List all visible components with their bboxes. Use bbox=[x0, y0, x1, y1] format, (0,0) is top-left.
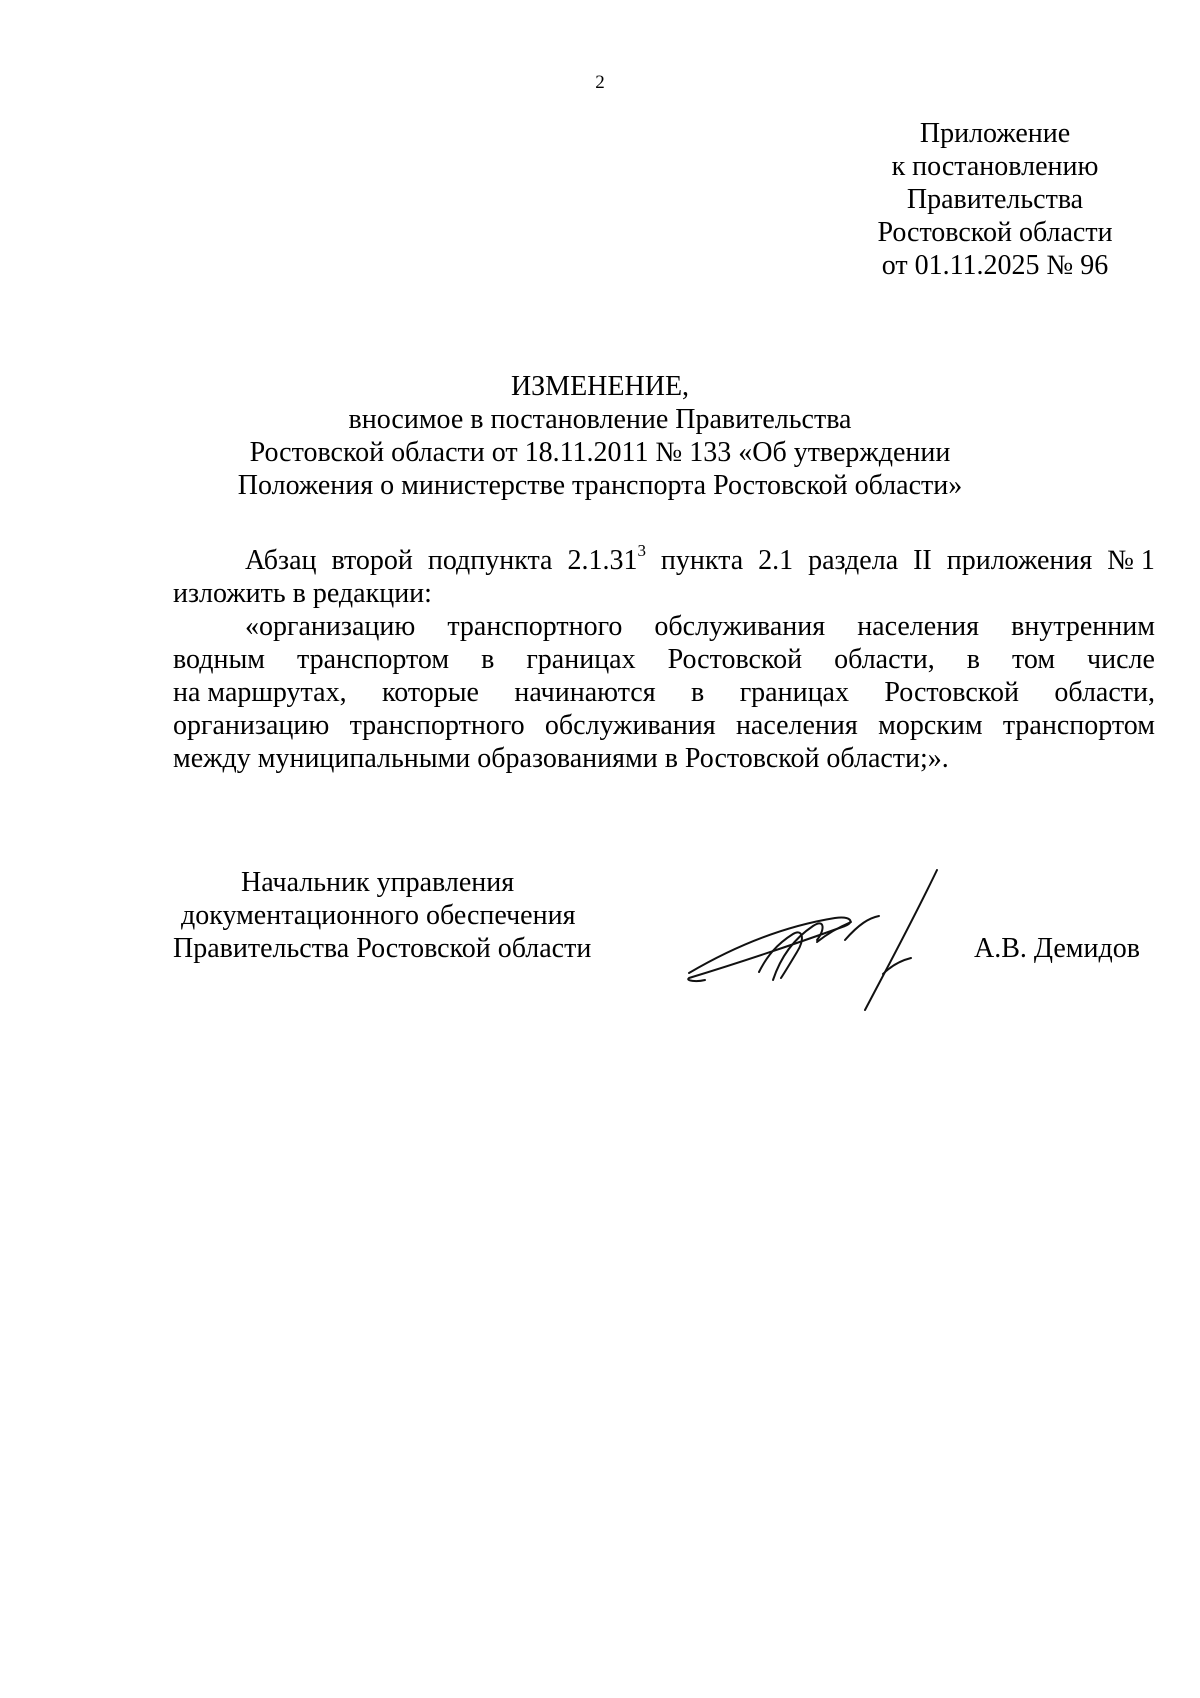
page-number: 2 bbox=[595, 72, 605, 93]
word: Ростовской bbox=[667, 644, 803, 675]
word: в bbox=[481, 644, 495, 675]
line-text: изложить в редакции: bbox=[173, 578, 432, 609]
title-line: вносимое в постановление Правительства bbox=[348, 404, 852, 435]
word: области, bbox=[1054, 677, 1155, 708]
word: внутренним bbox=[1011, 611, 1155, 642]
word: 2.1 bbox=[758, 545, 794, 576]
word: числе bbox=[1087, 644, 1155, 675]
word: № 1 bbox=[1107, 545, 1155, 576]
document-body bbox=[173, 541, 1155, 775]
word: на маршрутах, bbox=[173, 677, 347, 708]
title-heading: ИЗМЕНЕНИЕ, bbox=[510, 371, 690, 402]
clause-reference bbox=[567, 541, 646, 577]
word: «организацию bbox=[245, 611, 416, 642]
line-text: между муниципальными образованиями в Ростовской области;». bbox=[173, 743, 949, 774]
word: второй bbox=[331, 545, 413, 576]
word: том bbox=[1011, 644, 1056, 675]
position-line: Начальник управления bbox=[241, 867, 515, 898]
word: транспортного bbox=[447, 611, 623, 642]
position-line: Правительства Ростовской области bbox=[173, 933, 592, 964]
word: которые bbox=[382, 677, 479, 708]
word: организацию bbox=[173, 710, 330, 741]
clause-number: 2.1.31 bbox=[567, 545, 638, 576]
word: области, bbox=[834, 644, 935, 675]
body-line bbox=[173, 610, 1155, 643]
word: обслуживания bbox=[544, 710, 716, 741]
appendix-line: к постановлению bbox=[891, 151, 1099, 182]
word: морским bbox=[878, 710, 983, 741]
word: раздела bbox=[808, 545, 899, 576]
word: в bbox=[966, 644, 980, 675]
body-line bbox=[173, 577, 1155, 610]
appendix-header bbox=[790, 117, 1200, 282]
body-line bbox=[173, 643, 1155, 676]
word: Ростовской bbox=[884, 677, 1019, 708]
word: II bbox=[913, 545, 932, 576]
word: Абзац bbox=[245, 545, 317, 576]
body-line bbox=[173, 676, 1155, 709]
body-line bbox=[173, 742, 1155, 775]
signatory-name: А.В. Демидов bbox=[974, 933, 1140, 964]
clause-superscript: 3 bbox=[637, 541, 646, 560]
body-line bbox=[173, 709, 1155, 742]
word: границах bbox=[526, 644, 636, 675]
appendix-line: Ростовской области bbox=[877, 217, 1113, 248]
word: приложения bbox=[946, 545, 1093, 576]
word: обслуживания bbox=[654, 611, 826, 642]
position-line: документационного обеспечения bbox=[181, 900, 576, 931]
word: водным bbox=[173, 644, 265, 675]
word: подпункта bbox=[427, 545, 553, 576]
handwritten-signature bbox=[675, 860, 975, 1020]
word: границах bbox=[739, 677, 849, 708]
appendix-line: Правительства bbox=[906, 184, 1084, 215]
word: транспортного bbox=[349, 710, 525, 741]
document-title bbox=[0, 370, 1200, 502]
signatory-position bbox=[173, 866, 613, 965]
title-line: Положения о министерстве транспорта Ростовской области» bbox=[237, 470, 963, 501]
word: в bbox=[691, 677, 705, 708]
word: пункта bbox=[660, 545, 744, 576]
word: населения bbox=[857, 611, 980, 642]
body-line bbox=[173, 541, 1155, 577]
word: транспортом bbox=[1002, 710, 1155, 741]
title-line: Ростовской области от 18.11.2011 № 133 «Об утверждении bbox=[249, 437, 951, 468]
word: населения bbox=[735, 710, 858, 741]
appendix-line: от 01.11.2025 № 96 bbox=[881, 250, 1109, 281]
appendix-line: Приложение bbox=[919, 118, 1071, 149]
word: начинаются bbox=[514, 677, 656, 708]
word: транспортом bbox=[296, 644, 450, 675]
